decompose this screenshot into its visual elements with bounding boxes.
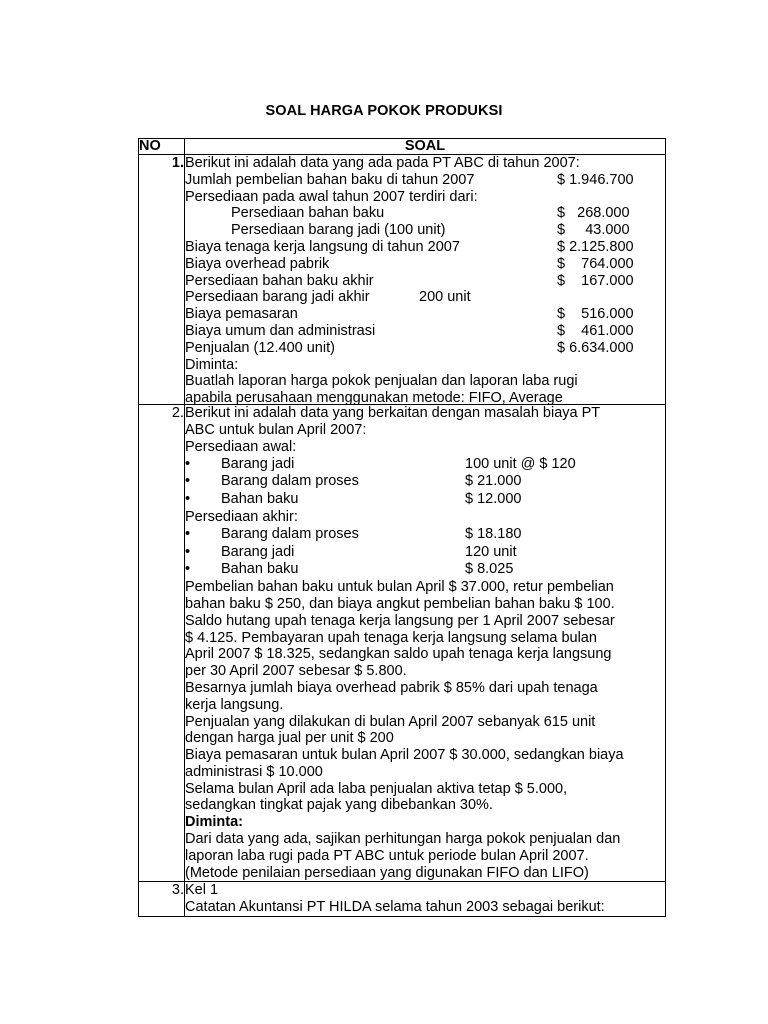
q1-jadi-akhir-label: Persediaan barang jadi akhir bbox=[185, 289, 370, 306]
q1-overhead-value: $ 764.000 bbox=[557, 255, 634, 272]
q2-diminta-line: (Metode penilaian persediaan yang digunakan FIFO dan LIFO) bbox=[185, 864, 589, 881]
q1-barang-jadi-value: $ 43.000 bbox=[557, 222, 630, 239]
q2-body-line: Biaya pemasaran untuk bulan April 2007 $ 30.000, sedangkan biaya bbox=[185, 747, 624, 764]
q2-awal-label: Persediaan awal: bbox=[185, 438, 297, 455]
q2-intro1: Berikut ini adalah data yang berkaitan dengan masalah biaya PT bbox=[185, 405, 601, 422]
q1-penjualan-label: Penjualan (12.400 unit) bbox=[185, 339, 335, 356]
q1-bahan-baku-value: $ 268.000 bbox=[557, 205, 630, 222]
q1-jadi-akhir bbox=[185, 289, 665, 306]
q1-bahan-baku bbox=[185, 205, 665, 222]
q1-overhead-label: Biaya overhead pabrik bbox=[185, 255, 330, 272]
bullet-item bbox=[185, 561, 665, 579]
soal-table bbox=[138, 138, 666, 917]
q1-diminta: Diminta: bbox=[185, 356, 239, 373]
bullet-label: Barang dalam proses bbox=[221, 525, 359, 542]
q1-pembelian-value: $ 1.946.700 bbox=[557, 171, 634, 188]
row-number: 3. bbox=[139, 882, 185, 917]
q1-penjualan-value: $ 6.634.000 bbox=[557, 339, 634, 356]
q2-body-line: April 2007 $ 18.325, sedangkan saldo upah tenaga kerja langsung bbox=[185, 646, 612, 663]
q2-body-line: Besarnya jumlah biaya overhead pabrik $ 85% dari upah tenaga bbox=[185, 679, 598, 696]
q2-diminta-body bbox=[185, 831, 665, 881]
q3-line2: Catatan Akuntansi PT HILDA selama tahun 2003 sebagai berikut: bbox=[185, 899, 605, 916]
q2-body-line: Saldo hutang upah tenaga kerja langsung per 1 April 2007 sebesar bbox=[185, 612, 615, 629]
q1-bahan-baku-label: Persediaan bahan baku bbox=[231, 205, 385, 222]
bullet-item bbox=[185, 491, 665, 509]
row-number: 1. bbox=[139, 155, 185, 405]
q3-line1: Kel 1 bbox=[185, 882, 219, 899]
q1-pembelian-label: Jumlah pembelian bahan baku di tahun 2007 bbox=[185, 171, 475, 188]
q1-pemasaran-value: $ 516.000 bbox=[557, 306, 634, 323]
q1-bahan-akhir bbox=[185, 273, 665, 290]
bullet-value: 100 unit @ $ 120 bbox=[465, 455, 576, 472]
q1-diminta-line2: apabila perusahaan menggunakan metode: FIFO, Average bbox=[185, 390, 563, 405]
q2-awal-list bbox=[185, 456, 665, 509]
q1-intro: Berikut ini adalah data yang ada pada PT ABC di tahun 2007: bbox=[185, 155, 580, 171]
q2-body-line: sedangkan tingkat pajak yang dibebankan 30%. bbox=[185, 797, 493, 814]
q1-persediaan-awal: Persediaan pada awal tahun 2007 terdiri dari: bbox=[185, 188, 478, 205]
q1-tenaga-kerja-label: Biaya tenaga kerja langsung di tahun 2007 bbox=[185, 238, 460, 255]
q1-umum-value: $ 461.000 bbox=[557, 322, 634, 339]
q1-pemasaran bbox=[185, 306, 665, 323]
question-2 bbox=[185, 405, 666, 882]
q2-body-line: Pembelian bahan baku untuk bulan April $ 37.000, retur pembelian bbox=[185, 579, 614, 596]
bullet-label: Bahan baku bbox=[221, 491, 299, 508]
bullet-icon: • bbox=[185, 525, 191, 542]
q1-penjualan bbox=[185, 340, 665, 357]
q1-pembelian bbox=[185, 172, 665, 189]
bullet-item bbox=[185, 544, 665, 562]
bullet-value: 120 unit bbox=[465, 543, 517, 560]
table-row-q1 bbox=[139, 155, 666, 405]
q1-umum-label: Biaya umum dan administrasi bbox=[185, 322, 376, 339]
q1-bahan-akhir-label: Persediaan bahan baku akhir bbox=[185, 272, 374, 289]
q1-bahan-akhir-value: $ 167.000 bbox=[557, 272, 634, 289]
q1-jadi-akhir-qty: 200 unit bbox=[419, 289, 471, 306]
bullet-label: Barang jadi bbox=[221, 455, 295, 472]
q2-body-line: dengan harga jual per unit $ 200 bbox=[185, 730, 394, 747]
q2-akhir-label: Persediaan akhir: bbox=[185, 508, 298, 525]
q2-body-line: Penjualan yang dilakukan di bulan April 2007 sebanyak 615 unit bbox=[185, 713, 596, 730]
q1-umum bbox=[185, 323, 665, 340]
bullet-value: $ 12.000 bbox=[465, 491, 522, 508]
bullet-item bbox=[185, 456, 665, 474]
q2-diminta-line: Dari data yang ada, sajikan perhitungan harga pokok penjualan dan bbox=[185, 831, 621, 848]
bullet-icon: • bbox=[185, 455, 191, 472]
q2-body-line: Selama bulan April ada laba penjualan aktiva tetap $ 5.000, bbox=[185, 780, 568, 797]
q1-tenaga-kerja bbox=[185, 239, 665, 256]
q1-pemasaran-label: Biaya pemasaran bbox=[185, 306, 298, 323]
q1-overhead bbox=[185, 256, 665, 273]
row-number: 2. bbox=[139, 405, 185, 882]
q2-diminta: Diminta: bbox=[185, 814, 243, 831]
table-header-row bbox=[139, 139, 666, 155]
bullet-icon: • bbox=[185, 543, 191, 560]
q1-barang-jadi-label: Persediaan barang jadi (100 unit) bbox=[231, 222, 446, 239]
q2-body-line: bahan baku $ 250, dan biaya angkut pembelian bahan baku $ 100. bbox=[185, 595, 615, 612]
bullet-icon: • bbox=[185, 473, 191, 490]
bullet-label: Bahan baku bbox=[221, 561, 299, 578]
header-soal: SOAL bbox=[185, 139, 666, 155]
q2-body-line: kerja langsung. bbox=[185, 696, 284, 713]
q2-diminta-line: laporan laba rugi pada PT ABC untuk periode bulan April 2007. bbox=[185, 847, 589, 864]
bullet-value: $ 21.000 bbox=[465, 473, 522, 490]
q2-body bbox=[185, 579, 665, 814]
q2-body-line: $ 4.125. Pembayaran upah tenaga kerja langsung selama bulan bbox=[185, 629, 597, 646]
bullet-value: $ 18.180 bbox=[465, 525, 522, 542]
q1-tenaga-kerja-value: $ 2.125.800 bbox=[557, 238, 634, 255]
page-title: SOAL HARGA POKOK PRODUKSI bbox=[265, 103, 503, 119]
question-1 bbox=[185, 155, 666, 405]
bullet-icon: • bbox=[185, 561, 191, 578]
q2-body-line: per 30 April 2007 sebesar $ 5.800. bbox=[185, 663, 407, 680]
bullet-item bbox=[185, 473, 665, 491]
table-row-q2 bbox=[139, 405, 666, 882]
bullet-icon: • bbox=[185, 491, 191, 508]
q2-body-line: administrasi $ 10.000 bbox=[185, 763, 323, 780]
question-3 bbox=[185, 882, 666, 917]
bullet-item bbox=[185, 526, 665, 544]
bullet-label: Barang dalam proses bbox=[221, 473, 359, 490]
header-no: NO bbox=[139, 139, 185, 155]
q2-akhir-list bbox=[185, 526, 665, 579]
bullet-value: $ 8.025 bbox=[465, 561, 514, 578]
q1-barang-jadi bbox=[185, 222, 665, 239]
q1-diminta-line1: Buatlah laporan harga pokok penjualan dan laporan laba rugi bbox=[185, 373, 578, 390]
q2-intro2: ABC untuk bulan April 2007: bbox=[185, 421, 367, 438]
table-row-q3 bbox=[139, 882, 666, 917]
bullet-label: Barang jadi bbox=[221, 543, 295, 560]
